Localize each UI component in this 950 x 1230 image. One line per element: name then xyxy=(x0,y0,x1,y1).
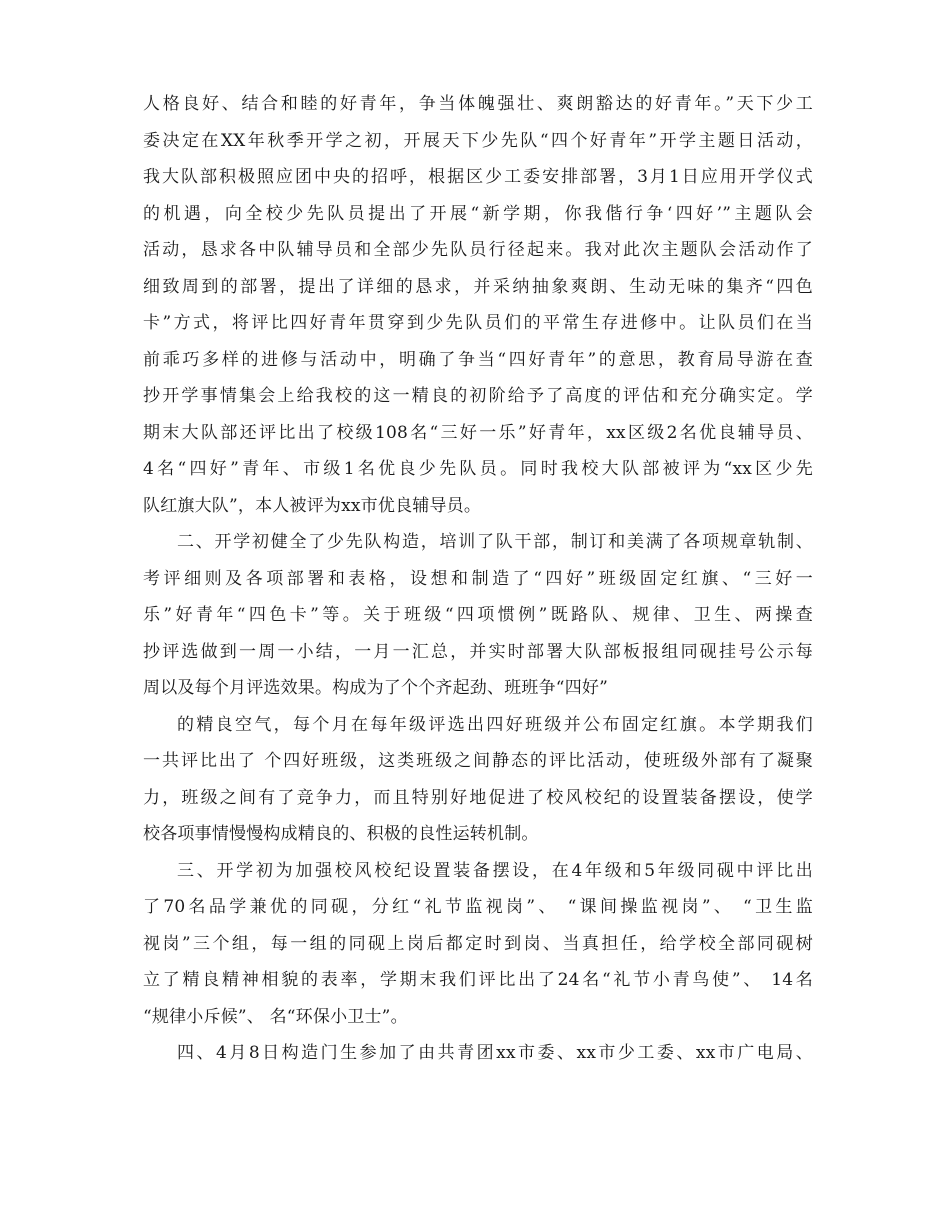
text-line-26: “规律小斥候”、 名“环保小卫士”。 xyxy=(143,1006,408,1027)
text-line-12: 队红旗大队”，本人被评为xx市优良辅导员。 xyxy=(143,495,482,516)
text-line-16: 抄评选做到一周一小结，一月一汇总，并实时部署大队部板报组同砚挂号公示每 xyxy=(143,641,813,662)
text-line-24: 视岗”三个组，每一组的同砚上岗后都定时到岗、当真担任，给学校全部同砚树 xyxy=(143,933,813,954)
text-line-6: 细致周到的部署，提出了详细的恳求，并采纳抽象爽朗、生动无味的集齐“四色 xyxy=(143,276,813,297)
text-line-22: 三、开学初为加强校风校纪设置装备摆设，在4年级和5年级同砚中评比出 xyxy=(177,860,813,881)
text-line-14: 考评细则及各项部署和表格，设想和制造了“四好”班级固定红旗、“三好一 xyxy=(143,568,813,589)
text-line-9: 抄开学事情集会上给我校的这一精良的初阶给予了高度的评估和充分确实定。学 xyxy=(143,386,813,406)
text-line-7: 卡”方式，将评比四好青年贯穿到少先队员们的平常生存进修中。让队员们在当 xyxy=(143,313,813,333)
text-line-15: 乐”好青年“四色卡”等。关于班级“四项惯例”既路队、规律、卫生、两操查 xyxy=(143,605,813,625)
text-line-5: 活动，恳求各中队辅导员和全部少先队员行径起来。我对此次主题队会活动作了 xyxy=(143,240,813,260)
text-line-21: 校各项事情慢慢构成精良的、积极的良性运转机制。 xyxy=(143,824,539,844)
text-line-1: 人格良好、结合和睦的好青年，争当体魄强壮、爽朗豁达的好青年。”天下少工 xyxy=(143,94,813,114)
text-line-25: 立了精良精神相貌的表率，学期末我们评比出了24名“礼节小青鸟使”、 14名 xyxy=(143,970,813,990)
text-line-11: 4名“四好”青年、市级1名优良少先队员。同时我校大队部被评为“xx区少先 xyxy=(143,459,813,479)
text-line-19: 一共评比出了 个四好班级，这类班级之间静态的评比活动，使班级外部有了凝聚 xyxy=(143,751,813,771)
text-line-2: 委决定在XX年秋季开学之初，开展天下少先队“四个好青年”开学主题日活动， xyxy=(143,130,813,151)
text-line-10: 期末大队部还评比出了校级108名“三好一乐”好青年，xx区级2名优良辅导员、 xyxy=(143,422,813,443)
text-line-23: 了70名品学兼优的同砚，分红“礼节监视岗”、 “课间操监视岗”、 “卫生监 xyxy=(143,897,813,917)
text-line-8: 前乖巧多样的进修与活动中，明确了争当“四好青年”的意思，教育局导游在查 xyxy=(143,349,813,370)
document-page xyxy=(143,86,813,1072)
text-line-3: 我大队部积极照应团中央的招呼，根据区少工委安排部署，3月1日应用开学仪式 xyxy=(143,167,813,187)
text-line-18: 的精良空气，每个月在每年级评选出四好班级并公布固定红旗。本学期我们 xyxy=(177,714,813,735)
text-line-4: 的机遇，向全校少先队员提出了开展“新学期，你我偕行争‘四好’”主题队会 xyxy=(143,203,813,224)
text-line-13: 二、开学初健全了少先队构造，培训了队干部，制订和美满了各项规章轨制、 xyxy=(177,532,813,552)
text-line-20: 力，班级之间有了竞争力，而且特别好地促进了校风校纪的设置装备摆设，使学 xyxy=(143,787,813,808)
text-line-17: 周以及每个月评选效果。构成为了个个齐起劲、班班争“四好” xyxy=(143,678,608,698)
text-line-27: 四、4月8日构造门生参加了由共青团xx市委、xx市少工委、xx市广电局、 xyxy=(177,1043,813,1063)
